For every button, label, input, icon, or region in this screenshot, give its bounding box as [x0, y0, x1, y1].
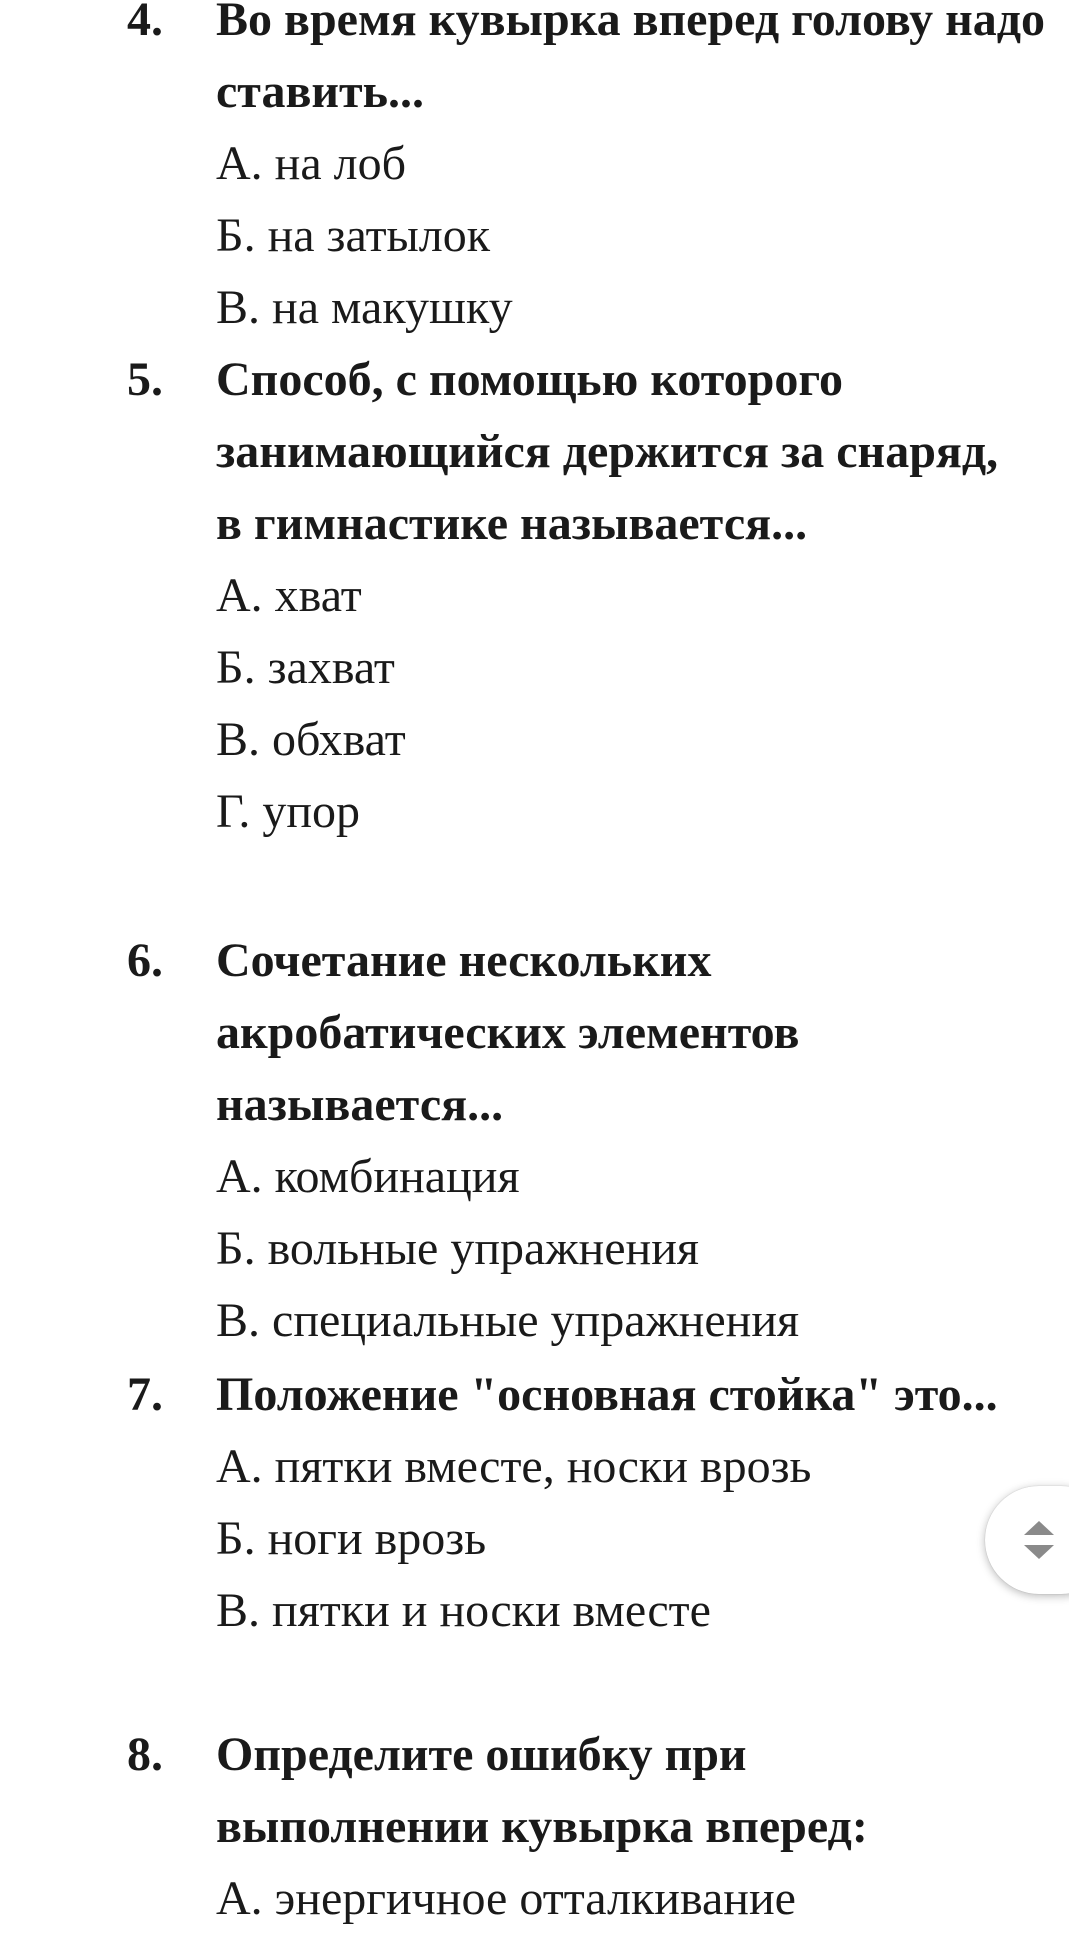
question-6	[0, 925, 936, 1357]
answer-option: Б. ноги врозь	[216, 1512, 487, 1565]
answer-option: Б. захват	[216, 641, 395, 694]
question-number: 8.	[127, 1728, 163, 1781]
answer-option: В. пятки и носки вместе	[216, 1584, 711, 1637]
answer-option: Б. вольные упражнения	[216, 1222, 699, 1275]
answer-option: Б. на затылок	[216, 209, 491, 262]
question-8	[0, 1719, 1016, 1935]
question-7	[0, 1359, 1016, 1647]
answer-option: А. энергичное отталкивание	[216, 1872, 796, 1925]
answer-option: В. обхват	[216, 713, 406, 766]
answer-option: А. на лоб	[216, 137, 407, 190]
answer-option: В. на макушку	[216, 281, 513, 334]
answer-option: А. комбинация	[216, 1150, 520, 1203]
answer-option: В. специальные упражнения	[216, 1294, 800, 1347]
answer-option: Г. упор	[216, 785, 361, 838]
question-4	[0, 0, 1046, 344]
up-down-arrows-icon	[1019, 1518, 1059, 1562]
question-number: 4.	[127, 0, 163, 46]
question-number: 6.	[127, 934, 163, 987]
question-text: Во время кувырка вперед голову надо ставить...	[216, 0, 1046, 118]
answer-option: А. хват	[216, 569, 362, 622]
question-5	[0, 344, 1016, 848]
question-number: 7.	[127, 1368, 163, 1421]
question-number: 5.	[127, 353, 163, 406]
question-text: Положение "основная стойка" это...	[216, 1368, 998, 1421]
question-text: Определите ошибку при выполнении кувырка вперед:	[216, 1728, 868, 1853]
question-text: Способ, с помощью которого занимающийся держится за снаряд, в гимнастике называется...	[216, 353, 999, 550]
question-text: Сочетание нескольких акробатических элементов называется...	[216, 934, 800, 1131]
answer-option: А. пятки вместе, носки врозь	[216, 1440, 812, 1493]
